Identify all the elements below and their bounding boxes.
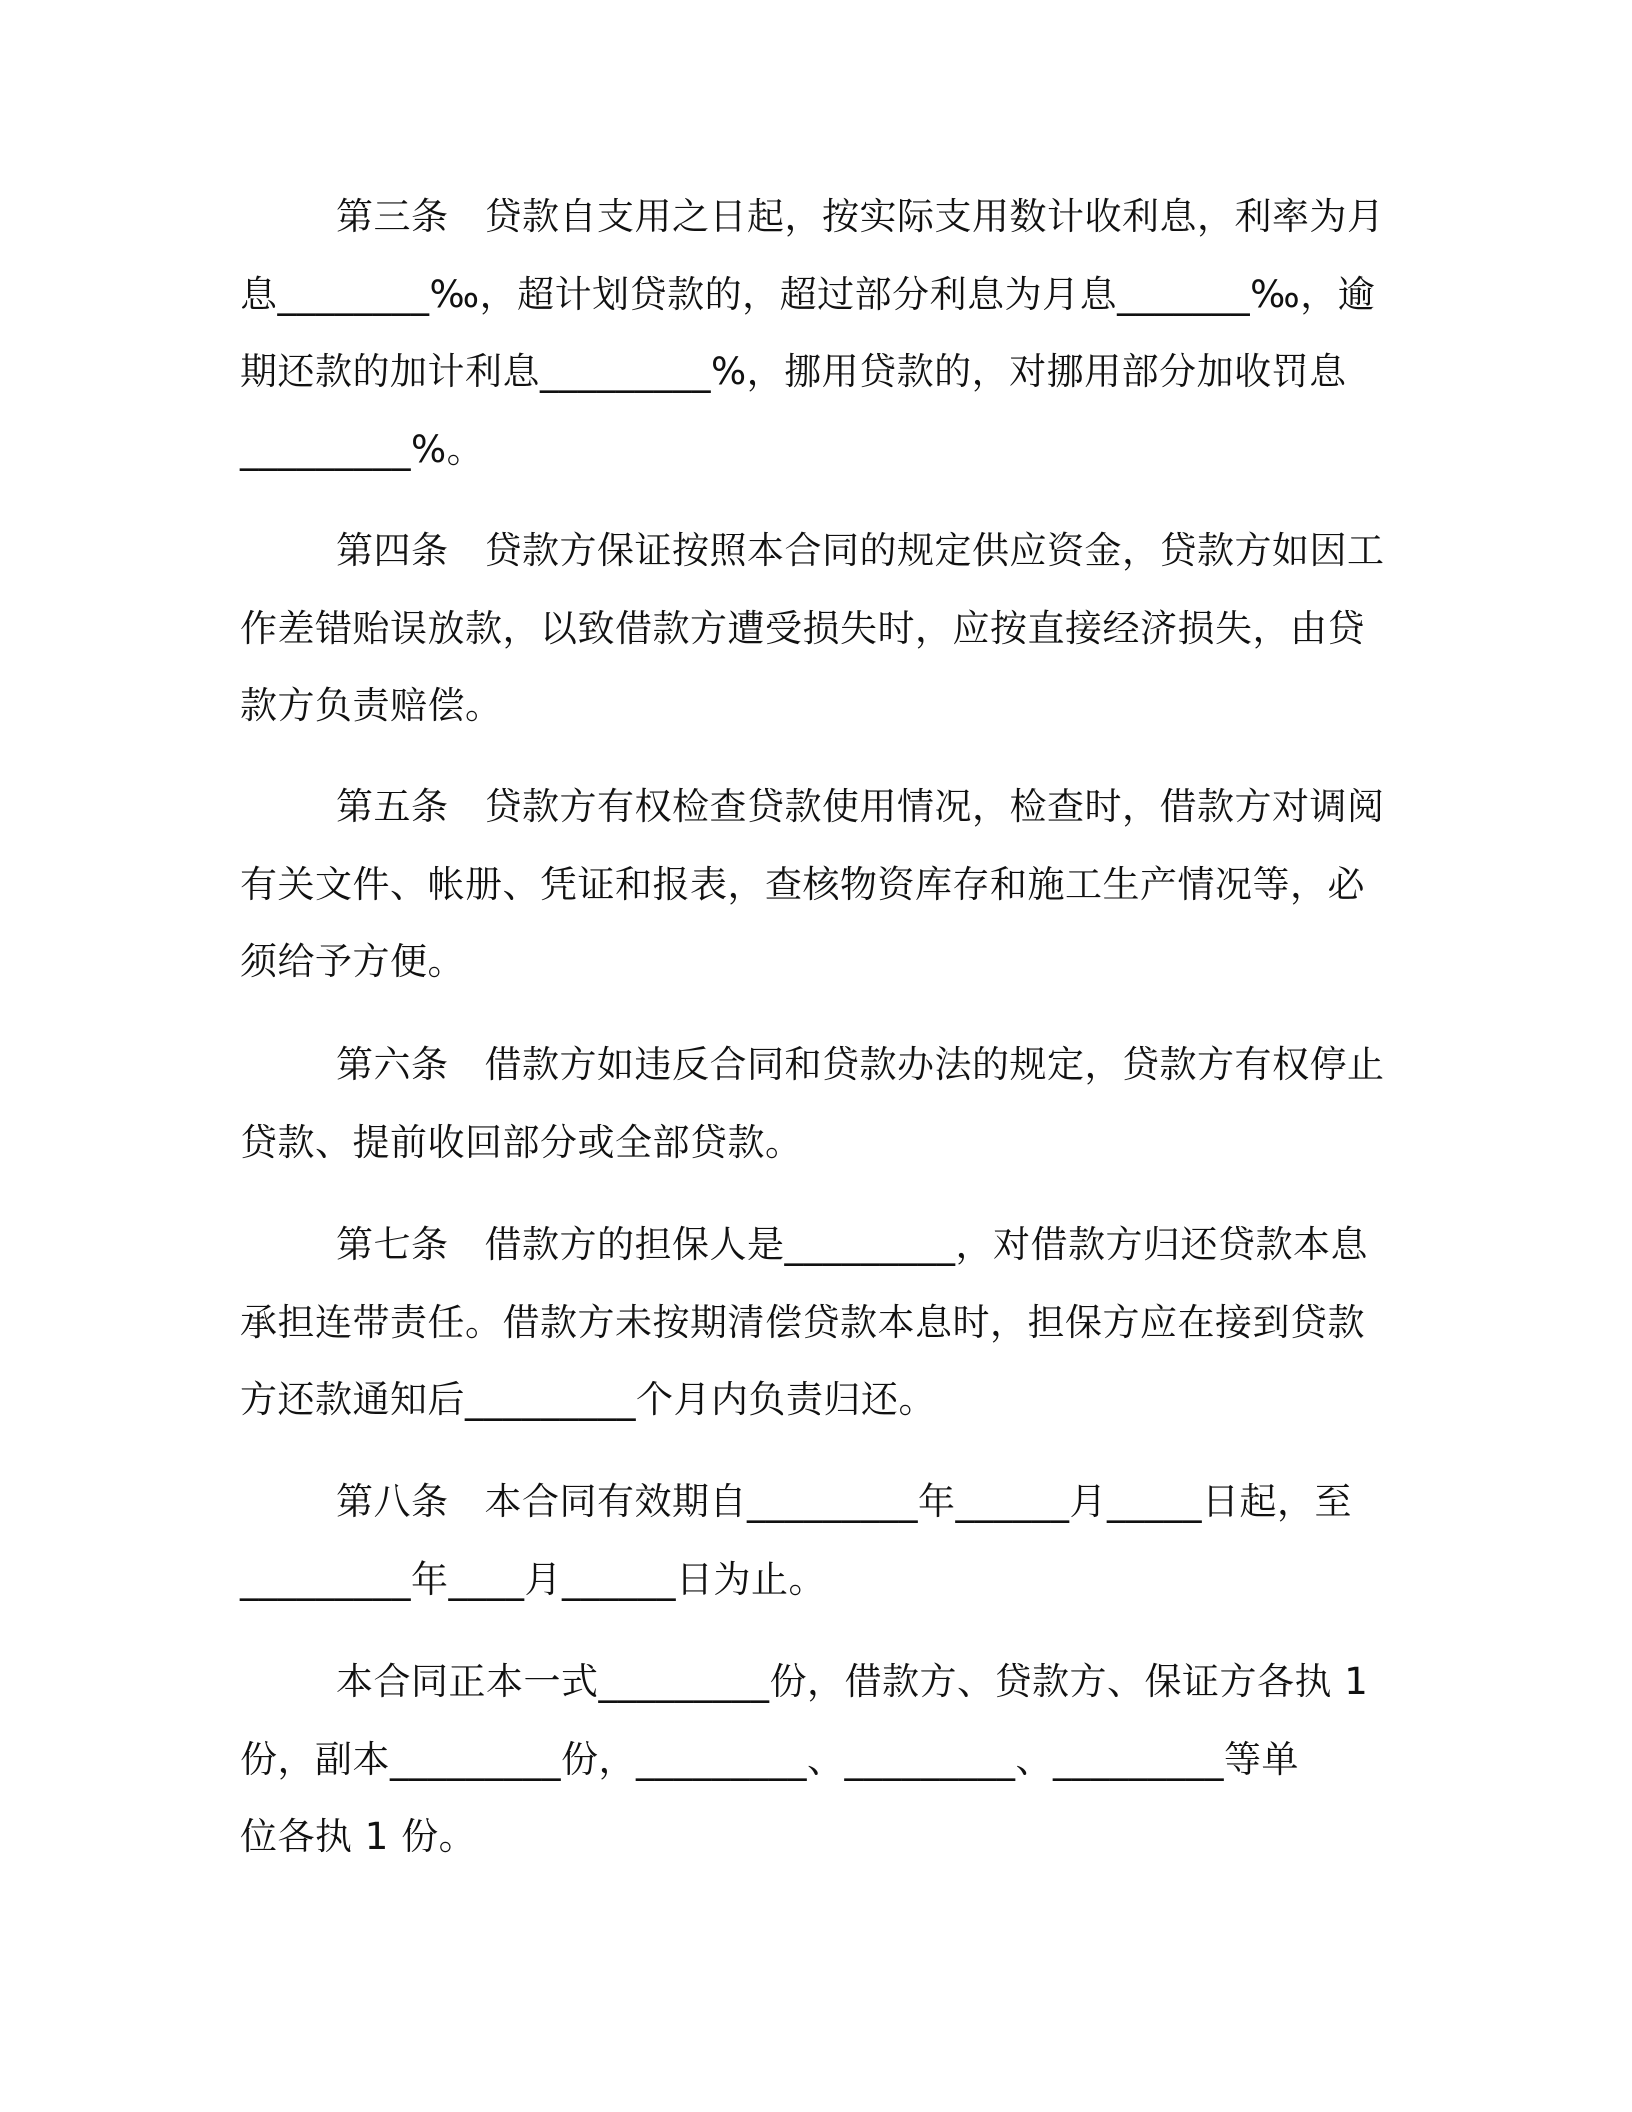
paragraph-line: 款方负责赔偿。 xyxy=(240,684,503,727)
paragraph-line: 有关文件、帐册、凭证和报表，查核物资库存和施工生产情况等，必 xyxy=(240,862,1365,906)
paragraph-line: 方还款通知后_________个月内负责归还。 xyxy=(240,1378,936,1421)
copies-paragraph xyxy=(240,1643,1390,1876)
paragraph-line: 贷款、提前收回部分或全部贷款。 xyxy=(240,1120,803,1164)
line-text: 贷款方保证按照本合同的规定供应资金，贷款方如因工 xyxy=(484,529,1385,572)
paragraph-line: 须给予方便。 xyxy=(240,940,465,983)
paragraph-line: 本合同正本一式_________份，借款方、贷款方、保证方各执 1 xyxy=(336,1660,1369,1703)
article-number: 第八条 xyxy=(336,1480,449,1523)
line-text: 借款方如违反合同和贷款办法的规定，贷款方有权停止 xyxy=(484,1043,1385,1086)
article-number: 第五条 xyxy=(336,785,449,828)
paragraph-line: _________%。 xyxy=(240,427,485,471)
paragraph-line xyxy=(240,178,1390,256)
paragraph-line xyxy=(240,1463,1390,1541)
paragraph-line: 位各执 1 份。 xyxy=(240,1815,477,1858)
article-8-paragraph xyxy=(240,1463,1390,1618)
article-4-paragraph xyxy=(240,512,1390,745)
line-text: 贷款自支用之日起，按实际支用数计收利息，利率为月 xyxy=(484,195,1385,238)
article-number: 第六条 xyxy=(336,1043,449,1086)
line-text: 本合同有效期自_________年______月_____日起，至 xyxy=(484,1480,1352,1523)
line-text: 借款方的担保人是_________，对借款方归还贷款本息 xyxy=(484,1223,1368,1266)
article-7-paragraph xyxy=(240,1206,1390,1439)
paragraph-line: _________年____月______日为止。 xyxy=(240,1557,826,1601)
article-number: 第三条 xyxy=(336,195,449,238)
paragraph-line: 息________‰，超计划贷款的，超过部分利息为月息_______‰，逾 xyxy=(240,272,1376,316)
paragraph-line: 作差错贻误放款，以致借款方遭受损失时，应按直接经济损失，由贷 xyxy=(240,606,1365,650)
article-3-paragraph xyxy=(240,178,1390,488)
article-5-paragraph xyxy=(240,768,1390,1001)
paragraph-line xyxy=(240,1206,1390,1284)
article-number: 第四条 xyxy=(336,529,449,572)
paragraph-line: 承担连带责任。借款方未按期清偿贷款本息时，担保方应在接到贷款 xyxy=(240,1300,1365,1344)
article-number: 第七条 xyxy=(336,1223,449,1266)
paragraph-line xyxy=(240,1026,1390,1104)
paragraph-line: 份，副本_________份，_________、_________、_________等单 xyxy=(240,1737,1299,1781)
paragraph-line: 期还款的加计利息_________%，挪用贷款的，对挪用部分加收罚息 xyxy=(240,350,1347,393)
line-text: 贷款方有权检查贷款使用情况，检查时，借款方对调阅 xyxy=(484,785,1385,828)
article-6-paragraph xyxy=(240,1026,1390,1181)
paragraph-line xyxy=(240,768,1390,846)
paragraph-line xyxy=(240,512,1390,590)
